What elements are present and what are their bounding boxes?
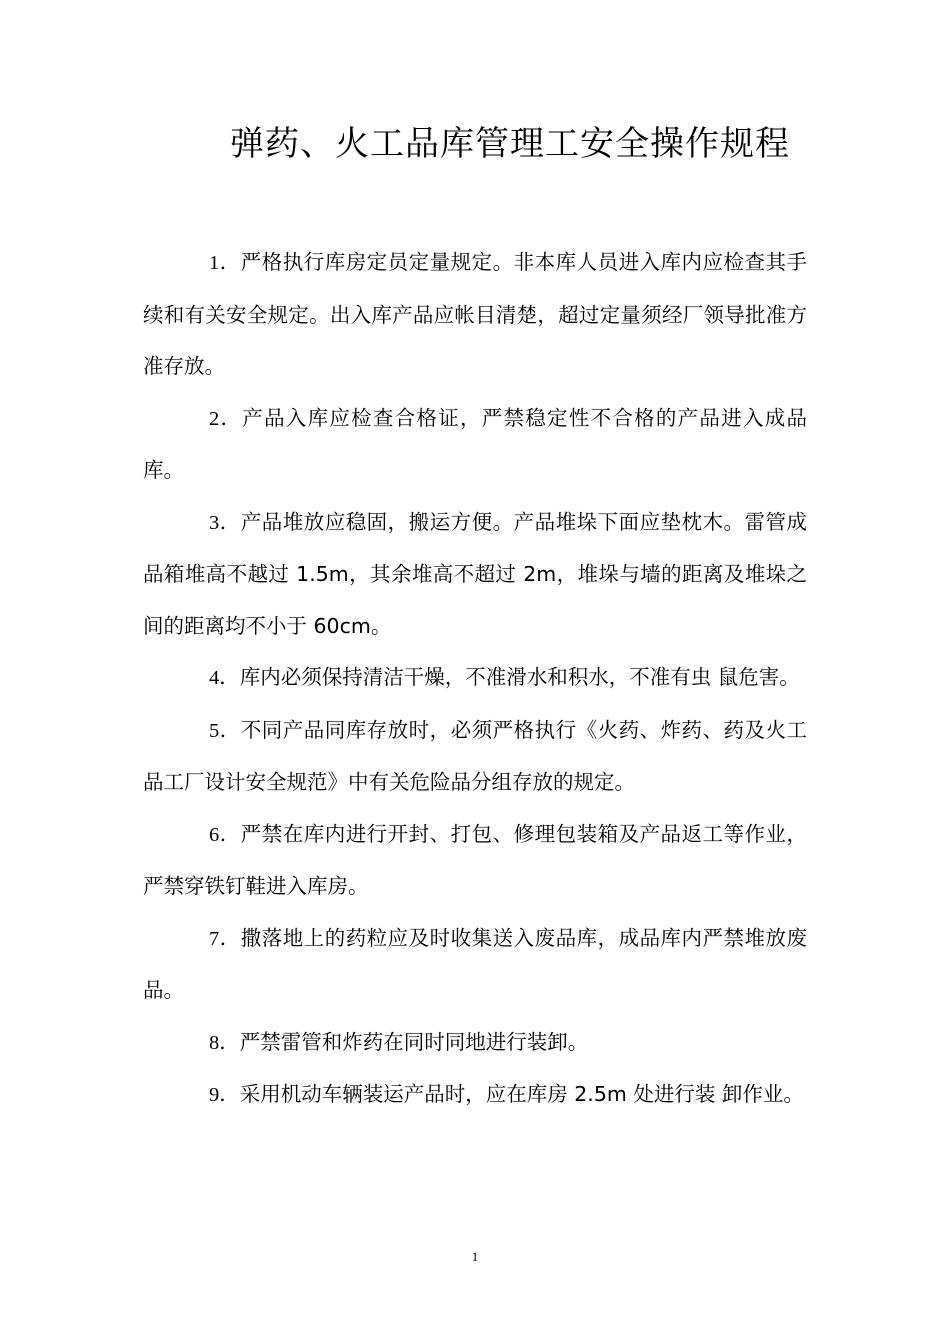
- paragraph-text: 采用机动车辆装运产品时，应在库房 2.5m 处进行装 卸作业。: [239, 1082, 804, 1106]
- paragraph: [143, 497, 807, 653]
- paragraph-text: 产品堆放应稳固，搬运方便。产品堆垛下面应垫枕木。雷管成品箱堆高不越过 1.5m，其余堆高不超过 2m，堆垛与墙的距离及堆垛之间的距离均不小于 60cm。: [143, 509, 808, 638]
- paragraph: [143, 1017, 807, 1070]
- paragraph: [143, 652, 807, 705]
- paragraph-text: 严禁在库内进行开封、打包、修理包装箱及产品返工等作业，严禁穿铁钉鞋进入库房。: [143, 821, 808, 898]
- paragraph-text: 严格执行库房定员定量规定。非本库人员进入库内应检查其手续和有关安全规定。出入库产品应帐目清楚，超过定量须经厂领导批准方准存放。: [143, 250, 808, 378]
- paragraph-text: 不同产品同库存放时，必须严格执行《火药、炸药、药及火工品工厂设计安全规范》中有关危险品分组存放的规定。: [143, 717, 808, 794]
- paragraph-number: 2．: [209, 407, 243, 430]
- paragraph-number: 4．: [209, 667, 240, 689]
- paragraph: [143, 237, 807, 393]
- paragraph: [143, 705, 807, 809]
- paragraph: [143, 393, 807, 497]
- paragraph-number: 5．: [209, 719, 241, 742]
- page-number: 1: [471, 1249, 479, 1264]
- paragraph-text: 产品入库应检查合格证，严禁稳定性不合格的产品进入成品库。: [143, 405, 808, 482]
- paragraph-number: 3．: [209, 511, 241, 534]
- paragraph-number: 7．: [209, 927, 241, 950]
- paragraph: [143, 809, 807, 913]
- paragraph-text: 撒落地上的药粒应及时收集送入废品库，成品库内严禁堆放废品。: [143, 925, 808, 1002]
- paragraph: [143, 1069, 807, 1122]
- document-body: [143, 237, 807, 1122]
- paragraph: [143, 913, 807, 1017]
- paragraph-number: 9．: [209, 1084, 240, 1106]
- paragraph-number: 6．: [209, 823, 241, 846]
- page-title: 弹药、火工品库管理工安全操作规程: [230, 124, 790, 164]
- paragraph-number: 1．: [209, 252, 241, 274]
- paragraph-number: 8．: [209, 1031, 240, 1054]
- paragraph-text: 库内必须保持清洁干燥，不准滑水和积水，不准有虫 鼠危害。: [239, 665, 800, 689]
- paragraph-text: 严禁雷管和炸药在同时同地进行装卸。: [239, 1029, 589, 1054]
